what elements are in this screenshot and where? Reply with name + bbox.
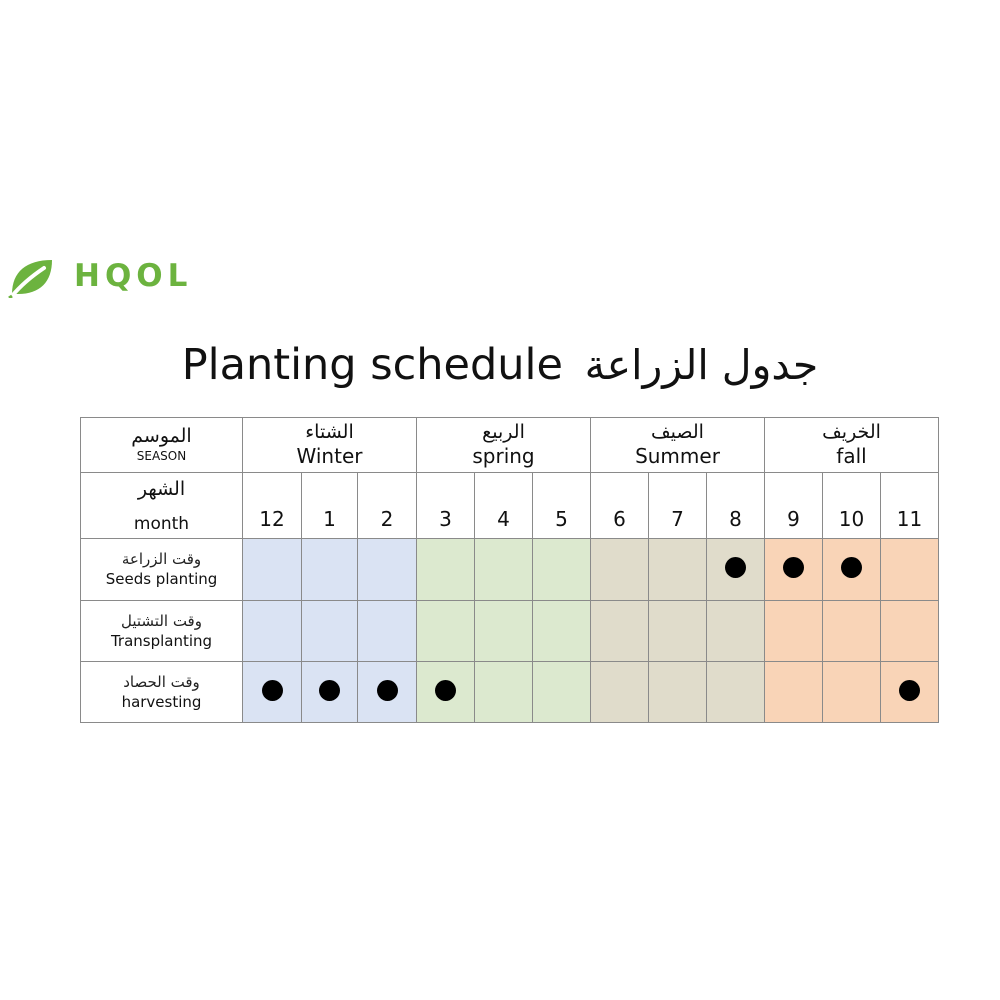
month-cell: 11	[881, 473, 939, 539]
month-cell: 7	[649, 473, 707, 539]
season-winter-ar: الشتاء	[305, 421, 354, 443]
schedule-dot	[899, 680, 920, 701]
activity-label-ar: وقت الحصاد	[123, 672, 200, 691]
schedule-cell	[881, 539, 939, 601]
season-row	[81, 418, 939, 473]
month-cell: 2	[358, 473, 417, 539]
schedule-cell	[591, 662, 649, 723]
schedule-cell	[417, 601, 475, 662]
season-summer-ar: الصيف	[651, 421, 704, 443]
schedule-cell	[881, 662, 939, 723]
season-spring-en: spring	[472, 444, 535, 468]
schedule-cell	[649, 662, 707, 723]
schedule-cell	[881, 601, 939, 662]
schedule-cell	[533, 601, 591, 662]
season-summer-en: Summer	[635, 444, 720, 468]
schedule-cell	[707, 539, 765, 601]
month-cell: 6	[591, 473, 649, 539]
title-en: Planting schedule	[181, 340, 563, 390]
planting-schedule-table	[80, 417, 939, 723]
schedule-cell	[591, 601, 649, 662]
page-title	[0, 340, 1000, 390]
activity-row-seeds	[81, 539, 939, 601]
season-label-cell	[81, 418, 243, 473]
leaf-icon	[8, 254, 56, 298]
schedule-cell	[417, 539, 475, 601]
season-winter-en: Winter	[296, 444, 363, 468]
schedule-cell	[302, 601, 358, 662]
season-fall	[765, 418, 939, 473]
month-cell: 12	[243, 473, 302, 539]
schedule-cell	[765, 539, 823, 601]
month-cell: 3	[417, 473, 475, 539]
month-cell: 1	[302, 473, 358, 539]
schedule-cell	[302, 662, 358, 723]
schedule-dot	[377, 680, 398, 701]
schedule-cell	[358, 662, 417, 723]
season-label-en: SEASON	[136, 449, 187, 463]
schedule-cell	[533, 662, 591, 723]
month-label-cell	[81, 473, 243, 539]
schedule-cell	[707, 662, 765, 723]
schedule-cell	[358, 601, 417, 662]
title-ar: جدول الزراعة	[584, 341, 819, 389]
season-fall-ar: الخريف	[822, 421, 881, 443]
month-cell: 10	[823, 473, 881, 539]
brand-logo	[8, 254, 192, 298]
schedule-cell	[475, 662, 533, 723]
activity-row-harvesting	[81, 662, 939, 723]
schedule-cell	[823, 601, 881, 662]
schedule-dot	[262, 680, 283, 701]
activity-label-ar: وقت التشتيل	[121, 611, 202, 630]
schedule-dot	[725, 557, 746, 578]
activity-label-cell	[81, 539, 243, 601]
season-summer	[591, 418, 765, 473]
activity-label-en: harvesting	[121, 692, 202, 711]
month-row	[81, 473, 939, 539]
schedule-cell	[823, 662, 881, 723]
month-cell: 5	[533, 473, 591, 539]
schedule-cell	[591, 539, 649, 601]
schedule-cell	[475, 601, 533, 662]
month-cell: 8	[707, 473, 765, 539]
schedule-cell	[649, 601, 707, 662]
schedule-cell	[243, 662, 302, 723]
schedule-cell	[533, 539, 591, 601]
month-label-en: month	[133, 513, 190, 534]
schedule-dot	[319, 680, 340, 701]
month-cell: 4	[475, 473, 533, 539]
schedule-dot	[783, 557, 804, 578]
activity-label-cell	[81, 662, 243, 723]
schedule-cell	[302, 539, 358, 601]
season-fall-en: fall	[836, 444, 867, 468]
season-spring-ar: الربيع	[482, 421, 525, 443]
logo-text: HQOL	[74, 258, 193, 294]
activity-label-ar: وقت الزراعة	[121, 550, 202, 568]
activity-label-en: Seeds planting	[105, 570, 218, 588]
schedule-cell	[243, 539, 302, 601]
activity-row-transplanting	[81, 601, 939, 662]
schedule-cell	[475, 539, 533, 601]
schedule-cell	[823, 539, 881, 601]
season-winter	[243, 418, 417, 473]
schedule-cell	[243, 601, 302, 662]
schedule-dot	[435, 680, 456, 701]
schedule-cell	[417, 662, 475, 723]
month-cell: 9	[765, 473, 823, 539]
month-label-ar: الشهر	[137, 477, 186, 500]
schedule-cell	[765, 601, 823, 662]
schedule-cell	[765, 662, 823, 723]
season-spring	[417, 418, 591, 473]
activity-label-en: Transplanting	[110, 631, 213, 650]
schedule-cell	[707, 601, 765, 662]
schedule-cell	[358, 539, 417, 601]
schedule-dot	[841, 557, 862, 578]
schedule-cell	[649, 539, 707, 601]
season-label-ar: الموسم	[131, 425, 192, 447]
activity-label-cell	[81, 601, 243, 662]
